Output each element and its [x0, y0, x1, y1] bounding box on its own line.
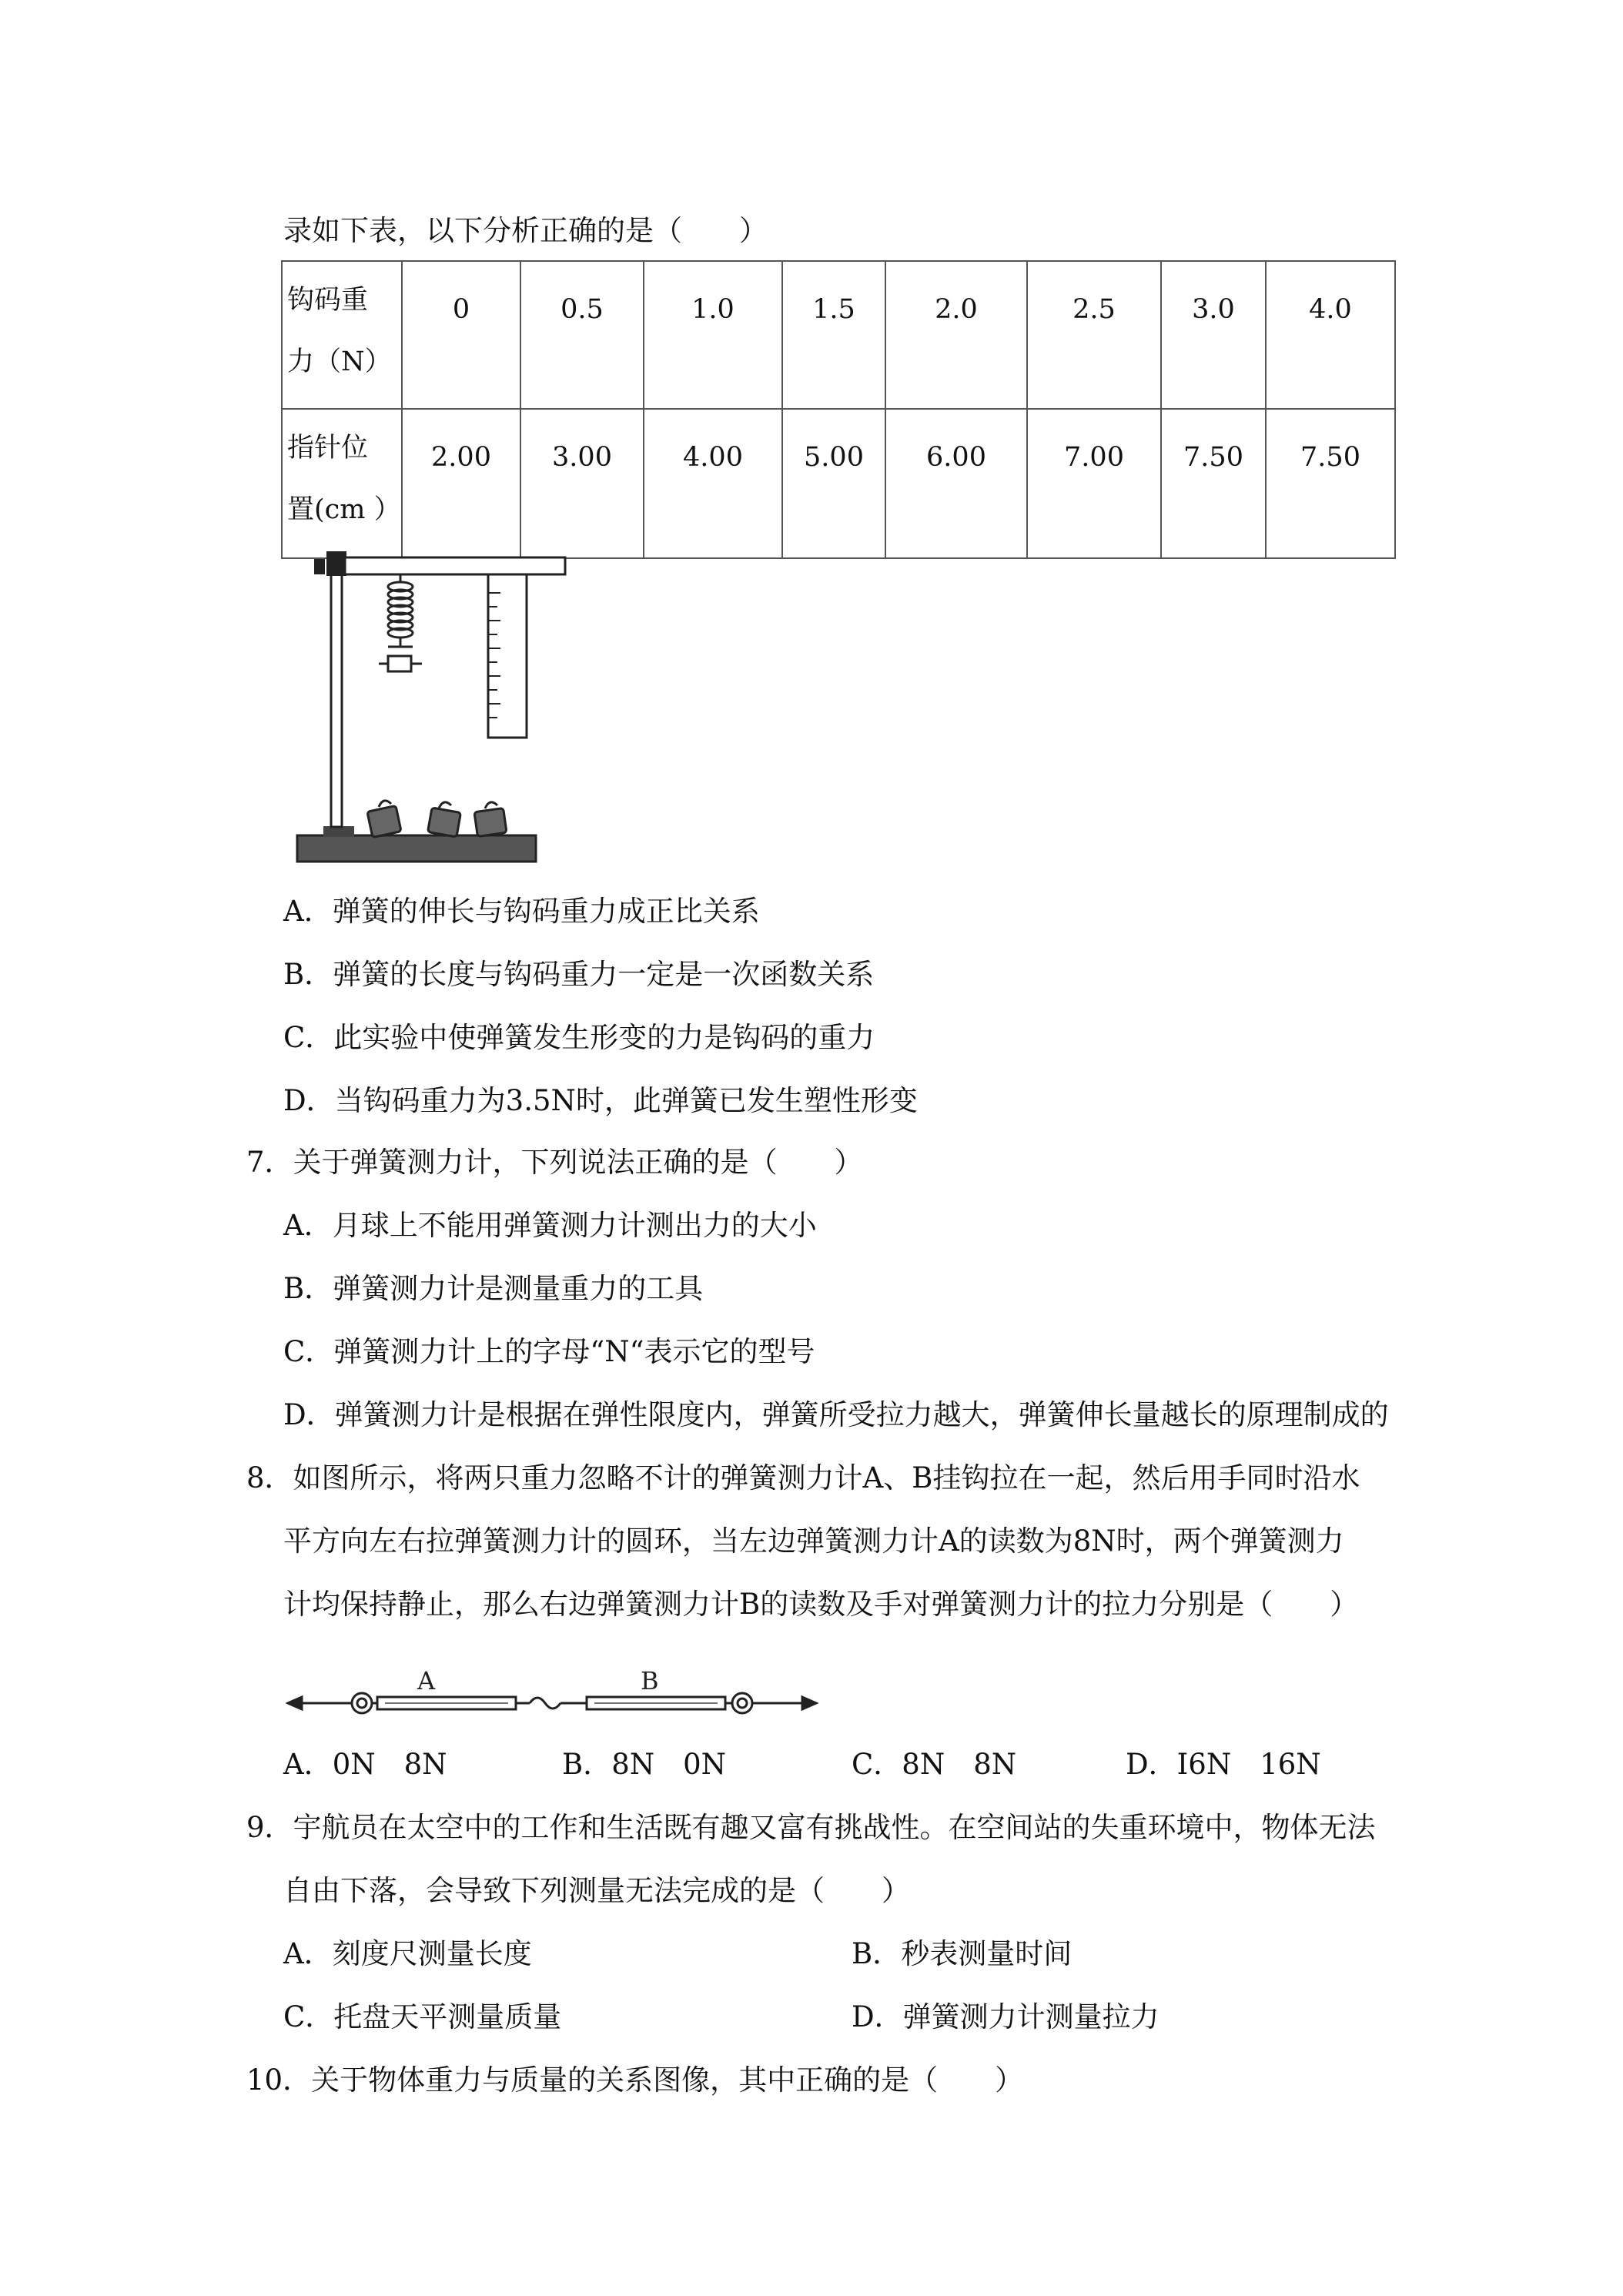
q8-option-a[interactable]: A．0N 8N	[283, 1748, 447, 1781]
q9-option-b[interactable]: B．秒表测量时间	[852, 1937, 1073, 1970]
table-cell: 7.00	[1027, 409, 1161, 558]
q8-option-d[interactable]: D．I6N 16N	[1126, 1748, 1321, 1781]
q10-stem: 10．关于物体重力与质量的关系图像，其中正确的是（ ）	[246, 2063, 1024, 2097]
q9-option-a[interactable]: A．刻度尺测量长度	[283, 1937, 532, 1970]
table-header-cell: 指针位 置(cm ）	[282, 409, 402, 558]
table-row	[282, 409, 1395, 558]
table-row	[282, 261, 1395, 409]
table-cell: 2.5	[1027, 261, 1161, 409]
q7-stem: 7．关于弹簧测力计，下列说法正确的是（ ）	[246, 1146, 863, 1179]
q7-option-b[interactable]: B．弹簧测力计是测量重力的工具	[283, 1272, 704, 1305]
table-cell: 0.5	[520, 261, 644, 409]
q8-option-c[interactable]: C．8N 8N	[852, 1748, 1017, 1781]
table-cell: 4.00	[644, 409, 782, 558]
table-cell: 2.00	[402, 409, 520, 558]
q9-stem-line1: 9．宇航员在太空中的工作和生活既有趣又富有挑战性。在空间站的失重环境中，物体无法	[246, 1811, 1376, 1844]
table-cell: 1.0	[644, 261, 782, 409]
table-header-cell: 钩码重 力（N）	[282, 261, 402, 409]
table-cell: 2.0	[885, 261, 1027, 409]
q6-option-c[interactable]: C．此实验中使弹簧发生形变的力是钩码的重力	[283, 1021, 875, 1054]
q7-option-d[interactable]: D．弹簧测力计是根据在弹性限度内，弹簧所受拉力越大，弹簧伸长量越长的原理制成的	[283, 1398, 1389, 1431]
table-cell: 3.0	[1161, 261, 1266, 409]
table-cell: 5.00	[782, 409, 885, 558]
table-cell: 3.00	[520, 409, 644, 558]
table-cell: 0	[402, 261, 520, 409]
q8-stem-line1: 8．如图所示，将两只重力忽略不计的弹簧测力计A、B挂钩拉在一起，然后用手同时沿水	[246, 1461, 1360, 1494]
table-cell: 7.50	[1266, 409, 1395, 558]
spring-apparatus-figure	[293, 547, 570, 870]
table-cell: 7.50	[1161, 409, 1266, 558]
q6-intro: 录如下表，以下分析正确的是（ ）	[283, 214, 768, 247]
q9-option-c[interactable]: C．托盘天平测量质量	[283, 2000, 562, 2033]
q9-stem-line2: 自由下落，会导致下列测量无法完成的是（ ）	[283, 1874, 910, 1907]
table-cell: 4.0	[1266, 261, 1395, 409]
q8-option-b[interactable]: B．8N 0N	[562, 1748, 727, 1781]
q6-option-d[interactable]: D．当钩码重力为3.5N时，此弹簧已发生塑性形变	[283, 1084, 918, 1117]
q6-option-b[interactable]: B．弹簧的长度与钩码重力一定是一次函数关系	[283, 958, 875, 991]
scale-label-a: A	[417, 1666, 436, 1695]
q6-option-a[interactable]: A．弹簧的伸长与钩码重力成正比关系	[283, 895, 760, 928]
spring-scales-figure	[285, 1662, 824, 1723]
q7-option-a[interactable]: A．月球上不能用弹簧测力计测出力的大小	[283, 1209, 817, 1242]
q8-stem-line2: 平方向左右拉弹簧测力计的圆环，当左边弹簧测力计A的读数为8N时，两个弹簧测力	[283, 1525, 1344, 1558]
table-cell: 6.00	[885, 409, 1027, 558]
table-cell: 1.5	[782, 261, 885, 409]
q7-option-c[interactable]: C．弹簧测力计上的字母“N“表示它的型号	[283, 1335, 815, 1368]
q8-stem-line3: 计均保持静止，那么右边弹簧测力计B的读数及手对弹簧测力计的拉力分别是（ ）	[283, 1588, 1359, 1621]
scale-label-b: B	[641, 1666, 659, 1695]
q9-option-d[interactable]: D．弹簧测力计测量拉力	[852, 2000, 1160, 2033]
spring-data-table	[281, 260, 1396, 559]
